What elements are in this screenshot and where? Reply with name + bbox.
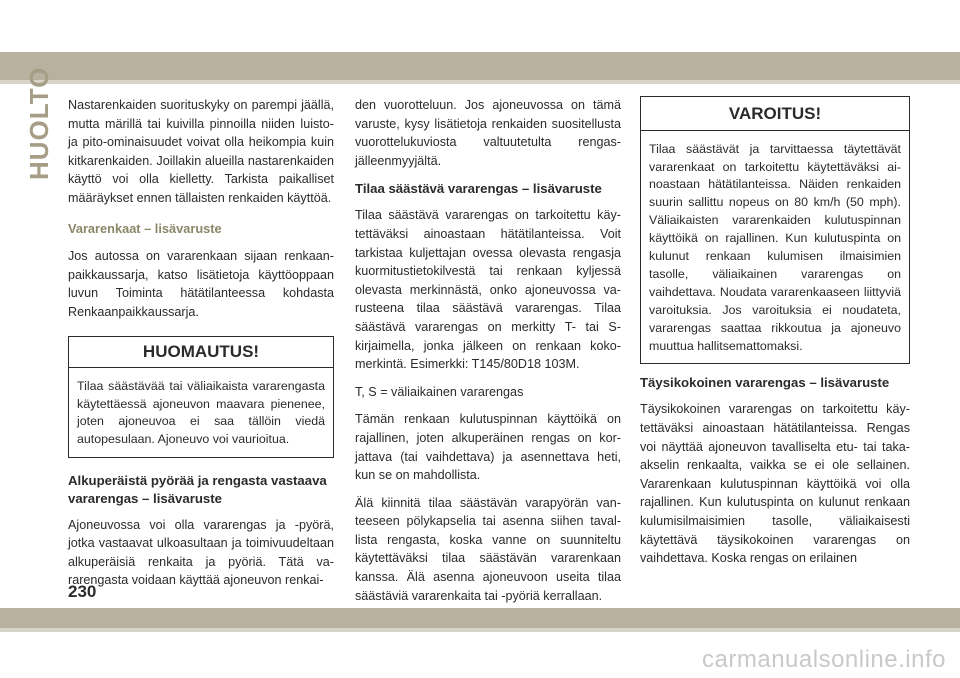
footer-band-line (0, 628, 960, 632)
original-spare-paragraph: Ajoneuvossa voi olla vararengas ja -pyörä, jotka vastaavat ulkoasultaan ja toimivuudeltaan alkuperäisiä renkaita ja pyöriä. Tätä vararengasta voidaan käyttää ajoneuvon renkai- (68, 517, 334, 588)
intro-paragraph: Nastarenkaiden suorituskyky on parempi jäällä, mutta märillä tai kuivilla pinnoilla niiden luisto- ja pito-ominaisuudet voivat olla heikompia kuin kitkarenkaiden. Joillakin alueilla nastarenkaiden käyttö voi olla kielletty. Tarkista paikalliset määräykset ennen tällaisten renkaiden käyttöä. (68, 98, 334, 205)
heading-compact-spare: Tilaa säästävä vararengas – lisävaruste (355, 181, 602, 197)
warning-title: VAROITUS! (641, 97, 909, 131)
compact-paragraph: Tilaa säästävä vararengas on tarkoitettu käytettäväksi ainoastaan hätätilanteissa. Voit tarkistaa kuljettajan ovessa olevasta rengasja kuormitustietokilvestä tai renkaan kyljessä olevasta merkinnästä, onko ajoneuvossa varusteena tilaa säästävä vararengas. Tilaa säästävä vararengas on merkitty T- tai S-kirjaimella, jonka jälkeen on renkaan kokomerkintä. Esimerkki: T145/80D18 103M. (355, 208, 621, 372)
tread-paragraph: Tämän renkaan kulutuspinnan käyttöikä on rajallinen, joten alkuperäinen rengas on korjattava (tai vaihdettava) ja asennettava heti, kun se on mahdollista. (355, 412, 621, 483)
page-number: 230 (68, 582, 97, 601)
watermark: carmanualsonline.info (702, 646, 946, 673)
header-band (0, 52, 960, 80)
hubcap-paragraph: Älä kiinnitä tilaa säästävän varapyörän vanteeseen pölykapselia tai asenna siihen tavallista rengasta, koska vanne on suunniteltu käytettäväksi tilaa säästävän vararenkaan kanssa. Älä asenna ajoneuvoon useita tilaa säästäviä vararenkaita tai -pyöriä kerrallaan. (355, 495, 621, 603)
spare-paragraph: Jos autossa on vararenkaan sijaan renkaanpaikkaussarja, katso lisätietoja käyttöoppaan luvun Toiminta hätätilanteessa kohdasta Renkaanpaikkaussarja. (68, 249, 334, 319)
section-tab: HUOLTO (24, 66, 54, 180)
ts-definition: T, S = väliaikainen vararengas (355, 384, 524, 399)
notice-title: HUOMAUTUS! (69, 337, 333, 369)
notice-body (69, 368, 333, 456)
warning-text: Tilaa säästävät ja tarvittaessa täytettävät vararenkaat on tarkoitettu käytettäväksi ainoastaan hätätilanteissa. Näiden renkaiden suurin sallittu nopeus on 80 km/h (50 mph). Väliaikaisten vararenkaiden kulutuspinnan käyttöikä on rajallinen. Kun kulutuspinta on kulunut renkaan kulumisen ilmaisimien tasolle, väliaikainen vararengas on vaihdettava. Noudata vararenkaaseen liittyviä varoituksia. Jos varoituksia ei noudateta, vararengas saattaa rikkoutua ja ajoneuvo muuttua hallitsemattomaksi. (649, 141, 901, 353)
notice-box (68, 336, 334, 458)
column-2 (355, 96, 621, 614)
heading-spare-tires: Vararenkaat – lisävaruste (68, 220, 222, 236)
heading-original-spare: Alkuperäistä pyörää ja rengasta vastaava vararengas – lisävaruste (68, 472, 327, 506)
footer-band (0, 608, 960, 628)
column-3 (640, 96, 910, 577)
fullsize-paragraph: Täysikokoinen vararengas on tarkoitettu käytettäväksi ainoastaan hätätilanteissa. Rengas voi näyttää ajoneuvon tavalliselta etu- tai taka-akselin renkaalta, vaikka se ei ole sellainen. Vararenkaan kulutuspinnan käyttöikä voi olla rajallinen. Kun kulutuspinta on kulunut renkaan kulumisilmaisimien tasolle, väliaikaisesti käytettävä täysikokoinen vararengas on vaihdettava. Koska rengas on erilainen (640, 402, 910, 566)
heading-fullsize-spare: Täysikokoinen vararengas – lisävaruste (640, 375, 890, 391)
column-1 (68, 96, 334, 599)
warning-body (641, 131, 909, 364)
continued-paragraph: den vuorotteluun. Jos ajoneuvossa on tämä varuste, kysy lisätietoja renkaiden suositellusta vuorottelukuviosta valtuutetulta rengasjälleenmyyjältä. (355, 98, 621, 168)
notice-text: Tilaa säästävää tai väliaikaista vararengasta käytettäessä ajoneuvon maavara pienenee, joten ajoneuvoa ei saa tällöin viedä autopesulaan. Ajoneuvo voi vaurioitua. (77, 379, 325, 446)
header-band-shadow (0, 80, 960, 84)
warning-box (640, 96, 910, 364)
